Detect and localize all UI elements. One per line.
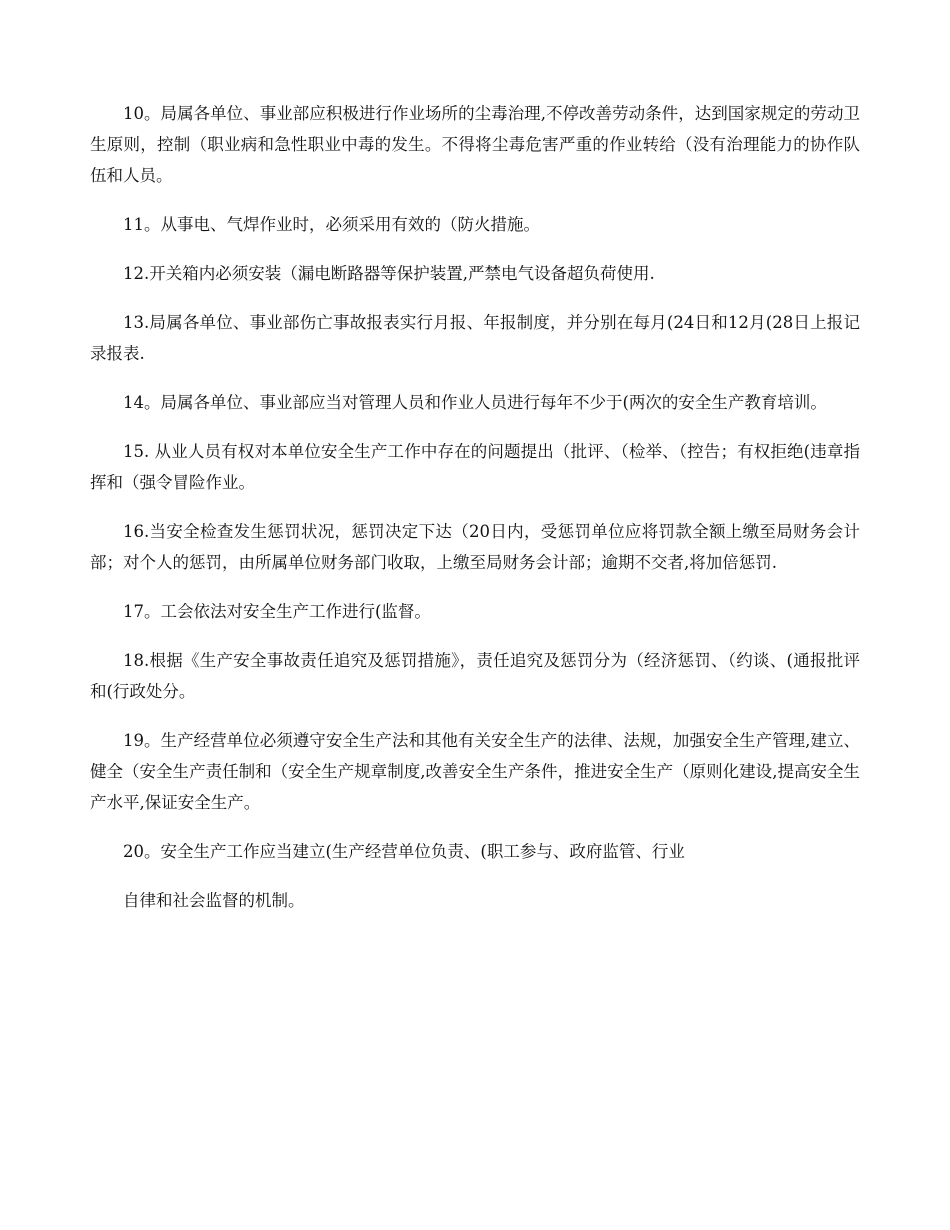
paragraph-18: 18.根据《生产安全事故责任追究及惩罚措施》，责任追究及惩罚分为（经济惩罚、（约谈、(通报批评和(行政处分。	[90, 651, 860, 701]
paragraph-19: 19。生产经营单位必须遵守安全生产法和其他有关安全生产的法律、法规，加强安全生产管理,建立、健全（安全生产责任制和（安全生产规章制度,改善安全生产条件，推进安全生产（原则化建设,提高安全生产水平,保证安全生产。	[90, 731, 860, 812]
paragraph-20: 20。安全生产工作应当建立(生产经营单位负责、(职工参与、政府监管、行业	[123, 842, 685, 861]
paragraph-11: 11。从事电、气焊作业时，必须采用有效的（防火措施。	[123, 215, 540, 234]
paragraph-12: 12.开关箱内必须安装（漏电断路器等保护装置,严禁电气设备超负荷使用.	[123, 264, 655, 283]
paragraph-20-continuation: 自律和社会监督的机制。	[123, 891, 305, 910]
paragraph-16: 16.当安全检查发生惩罚状况，惩罚决定下达（20日内，受惩罚单位应将罚款全额上缴至局财务会计部；对个人的惩罚，由所属单位财务部门收取，上缴至局财务会计部；逾期不交者,将加倍惩罚.	[90, 522, 860, 572]
paragraph-17: 17。工会依法对安全生产工作进行(监督。	[123, 602, 431, 621]
paragraph-14: 14。局属各单位、事业部应当对管理人员和作业人员进行每年不少于(两次的安全生产教育培训。	[123, 393, 827, 412]
paragraph-13: 13.局属各单位、事业部伤亡事故报表实行月报、年报制度，并分别在每月(24日和12月(28日上报记录报表.	[90, 313, 860, 363]
paragraph-15: 15. 从业人员有权对本单位安全生产工作中存在的问题提出（批评、（检举、（控告；有权拒绝(违章指挥和（强令冒险作业。	[90, 442, 860, 492]
paragraph-10: 10。局属各单位、事业部应积极进行作业场所的尘毒治理,不停改善劳动条件，达到国家规定的劳动卫生原则，控制（职业病和急性职业中毒的发生。不得将尘毒危害严重的作业转给（没有治理能力的协作队伍和人员。	[90, 104, 860, 185]
